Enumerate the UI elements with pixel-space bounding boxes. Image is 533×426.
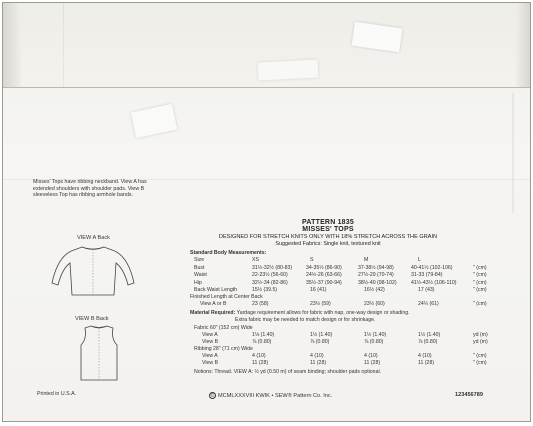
ribbing-label: Ribbing 28" (71 cm) Wide bbox=[194, 346, 253, 352]
barcode-number: 123456789 bbox=[455, 392, 483, 398]
cell-value: 27½-29 (70-74) bbox=[358, 272, 394, 278]
cell-value: 38½-40 (98-102) bbox=[358, 280, 397, 286]
std-measurements-heading: Standard Body Measurements: bbox=[190, 250, 267, 256]
cell-value: 1½ (1.40) bbox=[310, 332, 333, 338]
cell-value: 11 (28) bbox=[364, 360, 381, 366]
tape-patch bbox=[258, 59, 319, 80]
cell-value: ⅞ (0.80) bbox=[252, 339, 272, 345]
fabric-60-label: Fabric 60" (152 cm) Wide bbox=[194, 325, 253, 331]
material-required-text: Yardage requirement allows for fabric with nap, one-way design or shading. bbox=[236, 310, 410, 316]
cell-value: 23 (58) bbox=[252, 301, 269, 307]
cell-value: 17 (43) bbox=[418, 287, 435, 293]
cell-value: 16 (41) bbox=[310, 287, 327, 293]
unit: " (cm) bbox=[473, 360, 487, 366]
size-s: S bbox=[310, 257, 314, 263]
cell-value: 4 (10) bbox=[252, 353, 266, 359]
row-label-view-b: View B bbox=[202, 339, 219, 345]
cell-value: 34-35½ (86-90) bbox=[306, 265, 342, 271]
printed-in-usa: Printed in U.S.A. bbox=[37, 391, 77, 397]
unit: yd (m) bbox=[473, 339, 488, 345]
size-l: L bbox=[418, 257, 421, 263]
cell-value: 1⅛ (1.40) bbox=[252, 332, 275, 338]
cell-value: 1½ (1.40) bbox=[418, 332, 441, 338]
cell-value: 41½-43½ (106-110) bbox=[411, 280, 457, 286]
flap-corner-right bbox=[516, 3, 530, 87]
show-through-mark bbox=[482, 93, 514, 213]
unit: " (cm) bbox=[473, 353, 487, 359]
row-label-hip: Hip bbox=[194, 280, 202, 286]
size-xs: XS bbox=[252, 257, 259, 263]
cell-value: 23½ (59) bbox=[310, 301, 331, 307]
stretch-note: DESIGNED FOR STRETCH KNITS ONLY WITH 18% STRETCH ACROSS THE GRAIN bbox=[218, 234, 438, 240]
row-label-back-waist-length: Back Waist Length bbox=[194, 287, 238, 293]
cell-value: 40-41½ (102-106) bbox=[411, 265, 453, 271]
material-required-text-2: Extra fabric may be needed to match design or for shrinkage. bbox=[235, 317, 376, 323]
cell-value: ⅞ (0.80) bbox=[364, 339, 384, 345]
unit: " (cm) bbox=[473, 287, 487, 293]
view-description: Misses' Tops have ribbing neckband. View A has extended shoulders with shoulder pads. View B sleeveless Top has ribbing armhole bands. bbox=[33, 179, 147, 199]
material-required-heading: Material Required: bbox=[190, 310, 236, 316]
size-m: M bbox=[364, 257, 369, 263]
notions: Notions: Thread. VIEW A: ½ yd (0.50 m) of seam binding; shoulder pads optional. bbox=[194, 369, 382, 375]
cell-value: 16½ (42) bbox=[364, 287, 385, 293]
cell-value: 24¼ (61) bbox=[418, 301, 439, 307]
copyright-text: MCMLXXXVIII KWIK • SEW® Pattern Co. Inc. bbox=[218, 392, 333, 399]
size-label: Size bbox=[194, 257, 205, 263]
unit: " (cm) bbox=[473, 280, 487, 286]
cell-value: ⅞ (0.80) bbox=[418, 339, 438, 345]
copyright bbox=[209, 392, 332, 399]
cell-value: 4 (10) bbox=[418, 353, 432, 359]
pattern-name: MISSES' TOPS bbox=[302, 226, 354, 233]
view-a-back-sketch bbox=[48, 243, 138, 299]
pattern-number: PATTERN 1835 bbox=[302, 219, 354, 226]
row-label-waist: Waist bbox=[194, 272, 207, 278]
row-label-view-a: View A bbox=[202, 353, 218, 359]
row-label-view-a: View A bbox=[202, 332, 218, 338]
cell-value: 11 (28) bbox=[310, 360, 327, 366]
cell-value: 11 (28) bbox=[252, 360, 269, 366]
row-label-bust: Bust bbox=[194, 265, 205, 271]
cell-value: 23½ (60) bbox=[364, 301, 385, 307]
cell-value: 4 (10) bbox=[310, 353, 324, 359]
envelope bbox=[2, 2, 531, 422]
row-label-view-a-or-b: View A or B bbox=[200, 301, 227, 307]
cell-value: ⅞ (0.80) bbox=[310, 339, 330, 345]
crease-line bbox=[63, 3, 64, 87]
cell-value: 35½-37 (90-94) bbox=[306, 280, 342, 286]
view-a-label: VIEW A Back bbox=[77, 235, 110, 241]
copyright-symbol: © bbox=[210, 393, 215, 399]
unit: " (cm) bbox=[473, 265, 487, 271]
flap-corner-left bbox=[3, 3, 21, 87]
row-label-view-b: View B bbox=[202, 360, 219, 366]
cell-value: 31-33 (79-84) bbox=[411, 272, 443, 278]
cell-value: 4 (10) bbox=[364, 353, 378, 359]
unit: " (cm) bbox=[473, 272, 487, 278]
cell-value: 37-38½ (94-98) bbox=[358, 265, 394, 271]
view-b-back-sketch bbox=[75, 323, 123, 383]
suggested-fabrics: Suggested Fabrics: Single knit, textured knit bbox=[275, 241, 381, 247]
unit: yd (m) bbox=[473, 332, 488, 338]
cell-value: 11 (28) bbox=[418, 360, 435, 366]
cell-value: 22-23½ (56-60) bbox=[252, 272, 288, 278]
tape-patch bbox=[131, 104, 177, 138]
cell-value: 31½-32½ (80-83) bbox=[252, 265, 293, 271]
cell-value: 32½-34 (82-86) bbox=[252, 280, 288, 286]
unit: " (cm) bbox=[473, 301, 487, 307]
cell-value: 24½-26 (63-66) bbox=[306, 272, 342, 278]
finished-length-heading: Finished Length at Center Back bbox=[190, 294, 263, 300]
view-b-label: VIEW B Back bbox=[75, 316, 109, 322]
cell-value: 15½ (39.5) bbox=[252, 287, 278, 293]
cell-value: 1½ (1.40) bbox=[364, 332, 387, 338]
